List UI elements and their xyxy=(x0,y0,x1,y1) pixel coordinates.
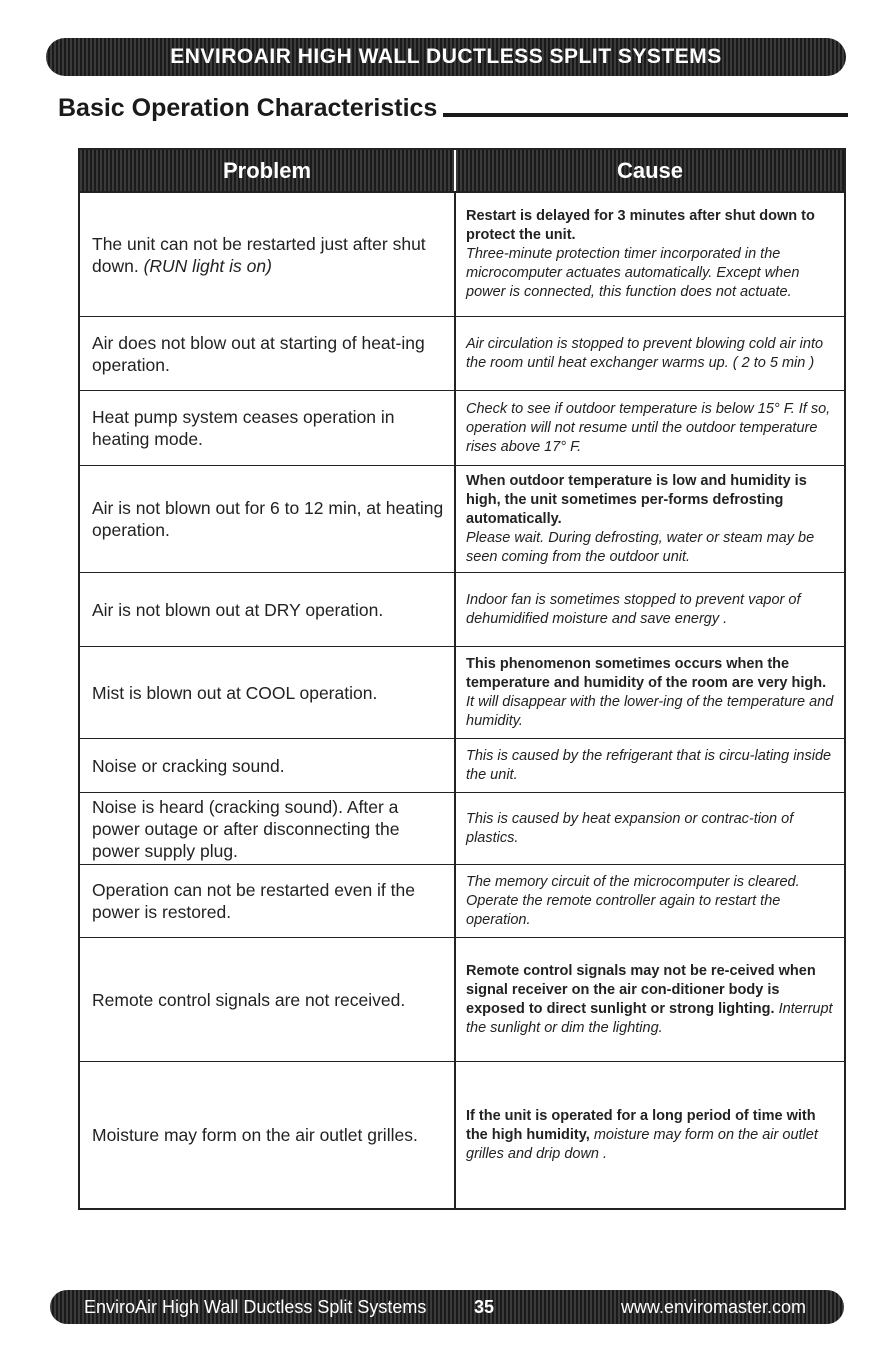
problem-cell: Operation can not be restarted even if the power is restored. xyxy=(80,865,456,937)
cause-cell: Indoor fan is sometimes stopped to prevent vapor of dehumidified moisture and save energy . xyxy=(466,591,801,627)
cause-cell: The memory circuit of the microcomputer is cleared. Operate the remote controller again to restart the operation. xyxy=(466,873,800,928)
cause-cell: Remote control signals may not be re-ceived when signal receiver on the air con-ditioner body is exposed to direct sunlight or strong lighting. Interrupt the sunlight or dim the lighting. xyxy=(466,962,833,1036)
problem-cell: Mist is blown out at COOL operation. xyxy=(80,647,456,738)
footer-banner xyxy=(50,1290,844,1324)
table-row xyxy=(80,647,844,739)
cause-cell: This is caused by the refrigerant that is circu-lating inside the unit. xyxy=(466,747,832,783)
table-row xyxy=(80,317,844,391)
problem-cell: The unit can not be restarted just after shut down. (RUN light is on) xyxy=(80,193,456,316)
table-row xyxy=(80,793,844,865)
banner-title: ENVIROAIR HIGH WALL DUCTLESS SPLIT SYSTEMS xyxy=(170,45,722,68)
cause-cell: This is caused by heat expansion or contrac-tion of plastics. xyxy=(466,810,794,846)
header-problem: Problem xyxy=(80,150,456,191)
table-row xyxy=(80,573,844,647)
section-title: Basic Operation Characteristics xyxy=(58,94,438,122)
cause-cell: Check to see if outdoor temperature is below 15° F. If so, operation will not resume until the outdoor temperature rises above 17° F. xyxy=(466,400,831,455)
table-row xyxy=(80,938,844,1062)
table-row xyxy=(80,865,844,938)
cause-cell: If the unit is operated for a long period of time with the high humidity, moisture may form on the air outlet grilles and drip down . xyxy=(466,1107,818,1162)
table-row xyxy=(80,466,844,573)
problem-cell: Air is not blown out at DRY operation. xyxy=(80,573,456,646)
cause-cell: When outdoor temperature is low and humidity is high, the unit sometimes per-forms defrosting automatically. Please wait. During defrosting, water or steam may be seen coming from the outdoor unit. xyxy=(466,472,815,565)
header-cause: Cause xyxy=(456,150,844,191)
problem-cell: Moisture may form on the air outlet grilles. xyxy=(80,1062,456,1208)
cause-cell: This phenomenon sometimes occurs when the temperature and humidity of the room are very high. It will disappear with the lower-ing of the temperature and humidity. xyxy=(466,655,834,729)
troubleshooting-table xyxy=(78,148,846,1210)
cause-cell: Air circulation is stopped to prevent blowing cold air into the room until heat exchanger warms up. ( 2 to 5 min ) xyxy=(466,335,824,371)
problem-cell: Air does not blow out at starting of heat-ing operation. xyxy=(80,317,456,390)
footer-product: EnviroAir High Wall Ductless Split Systems xyxy=(84,1296,427,1317)
problem-cell: Noise or cracking sound. xyxy=(80,739,456,792)
section-header xyxy=(58,88,848,122)
problem-cell: Remote control signals are not received. xyxy=(80,938,456,1061)
table-row xyxy=(80,193,844,317)
footer-url: www.enviromaster.com xyxy=(620,1296,806,1317)
section-rule xyxy=(443,113,848,117)
problem-cell: Noise is heard (cracking sound). After a power outage or after disconnecting the power supply plug. xyxy=(80,793,456,864)
cause-cell: Restart is delayed for 3 minutes after shut down to protect the unit. Three-minute protection timer incorporated in the microcomputer actuates automatically. Except when power is connected, this function does not actuate. xyxy=(466,208,815,300)
table-row xyxy=(80,739,844,793)
problem-cell: Air is not blown out for 6 to 12 min, at heating operation. xyxy=(80,466,456,572)
table-row xyxy=(80,1062,844,1208)
table-row xyxy=(80,391,844,466)
table-header xyxy=(80,150,844,193)
header-banner xyxy=(46,38,846,76)
page-number: 35 xyxy=(474,1296,495,1317)
problem-cell: Heat pump system ceases operation in heating mode. xyxy=(80,391,456,465)
